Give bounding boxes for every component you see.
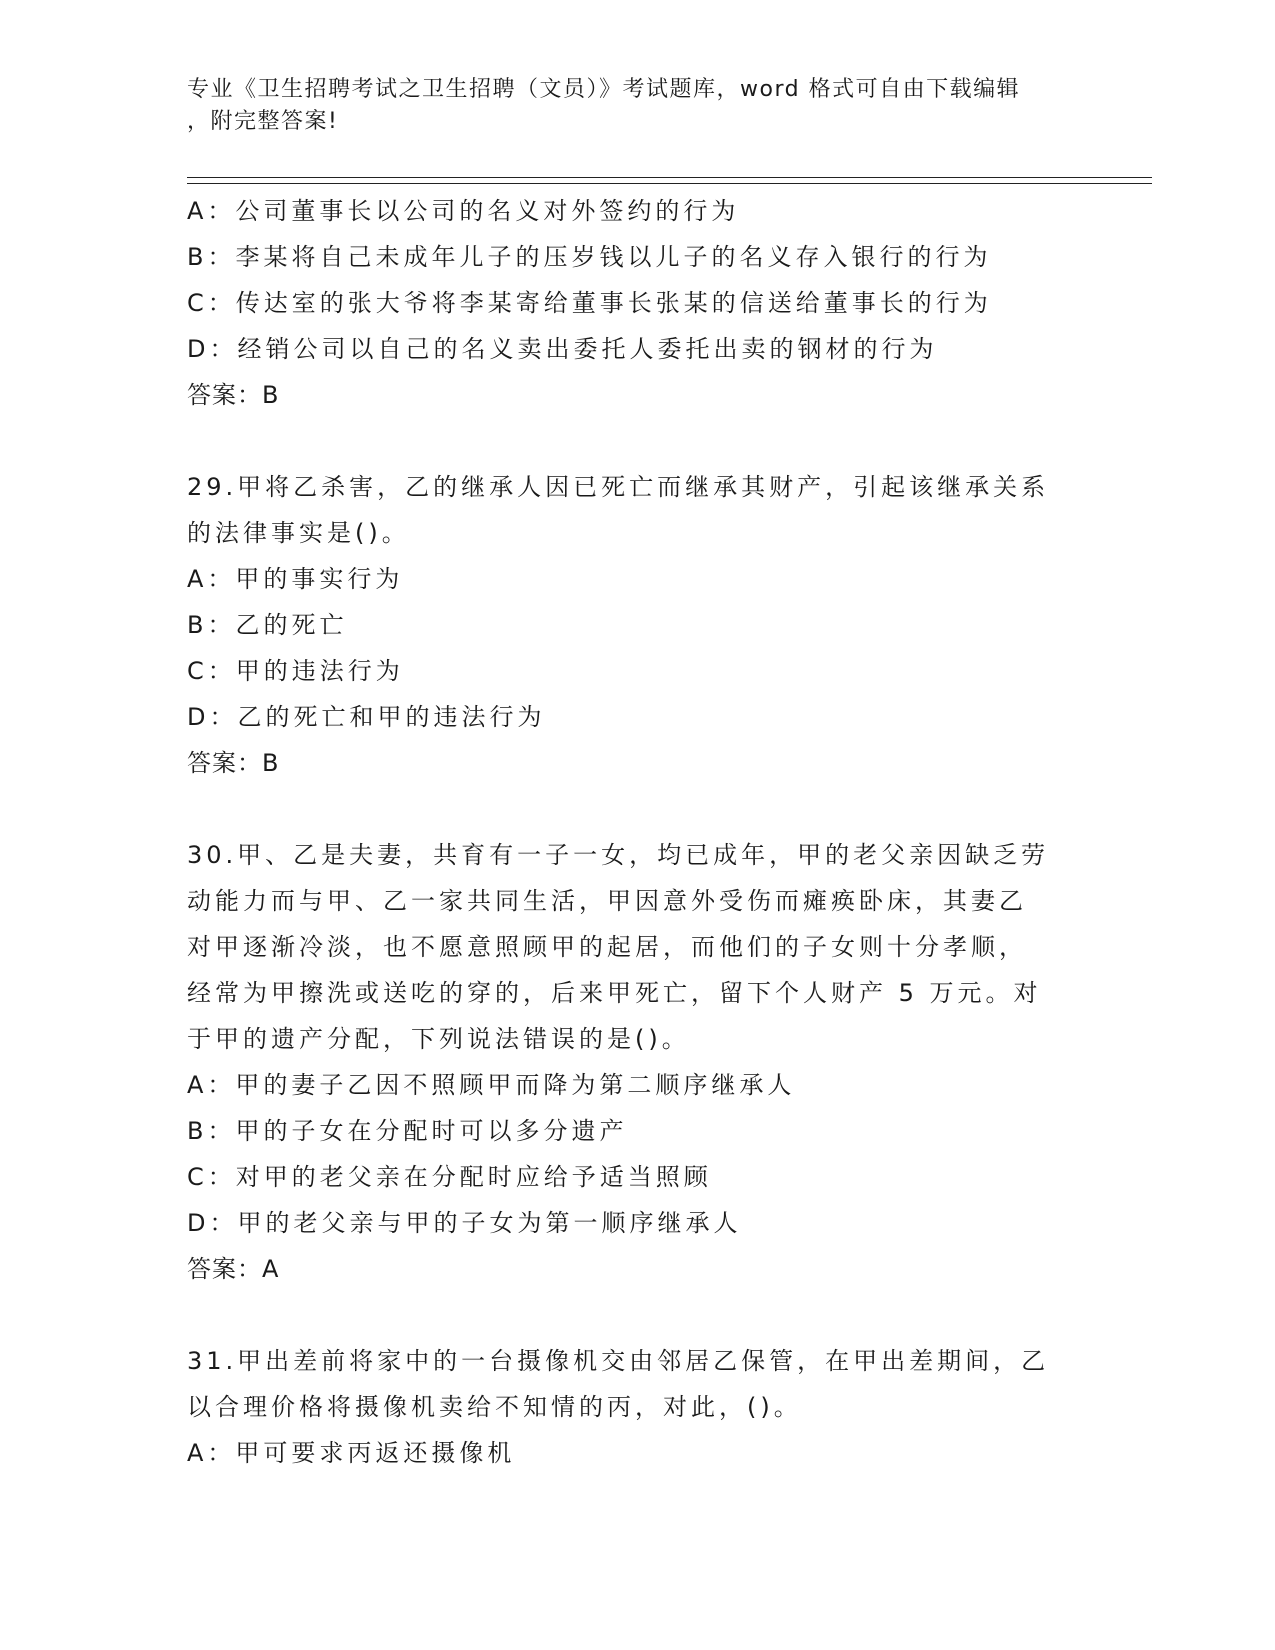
question-list (187, 188, 1087, 1476)
header-line-2: ，附完整答案! (187, 109, 339, 134)
option-b: B：李某将自己未成年儿子的压岁钱以儿子的名义存入银行的行为 (187, 243, 992, 271)
spacer (187, 786, 1087, 832)
question-29 (187, 464, 1087, 786)
option-b: B：乙的死亡 (187, 611, 348, 639)
question-stem-line: 30.甲、乙是夫妻，共育有一子一女，均已成年，甲的老父亲因缺乏劳 (187, 841, 1050, 869)
option-c: C：甲的违法行为 (187, 657, 404, 685)
question-stem-line: 31.甲出差前将家中的一台摄像机交由邻居乙保管，在甲出差期间，乙 (187, 1347, 1050, 1375)
question-28 (187, 188, 1087, 418)
option-d: D：乙的死亡和甲的违法行为 (187, 703, 546, 731)
question-stem-line: 于甲的遗产分配，下列说法错误的是()。 (187, 1025, 690, 1053)
header-line-1: 专业《卫生招聘考试之卫生招聘（文员）》考试题库，word 格式可自由下载编辑 (187, 77, 1021, 102)
option-a: A：甲可要求丙返还摄像机 (187, 1439, 516, 1467)
question-stem-line: 动能力而与甲、乙一家共同生活，甲因意外受伤而瘫痪卧床，其妻乙 (187, 887, 1027, 915)
option-c: C：传达室的张大爷将李某寄给董事长张某的信送给董事长的行为 (187, 289, 992, 317)
question-stem-line: 对甲逐渐冷淡，也不愿意照顾甲的起居，而他们的子女则十分孝顺， (187, 933, 1027, 961)
answer: 答案：B (187, 381, 280, 409)
option-b: B：甲的子女在分配时可以多分遗产 (187, 1117, 628, 1145)
question-31 (187, 1338, 1087, 1476)
question-stem-line: 29.甲将乙杀害，乙的继承人因已死亡而继承其财产，引起该继承关系 (187, 473, 1050, 501)
question-stem-line: 的法律事实是()。 (187, 519, 410, 547)
option-a: A：甲的事实行为 (187, 565, 404, 593)
option-d: D：经销公司以自己的名义卖出委托人委托出卖的钢材的行为 (187, 335, 938, 363)
spacer (187, 418, 1087, 464)
header-rule-top (187, 177, 1152, 178)
option-a: A：甲的妻子乙因不照顾甲而降为第二顺序继承人 (187, 1071, 796, 1099)
question-stem-line: 以合理价格将摄像机卖给不知情的丙，对此，()。 (187, 1393, 802, 1421)
spacer (187, 1292, 1087, 1338)
question-30 (187, 832, 1087, 1292)
option-c: C：对甲的老父亲在分配时应给予适当照顾 (187, 1163, 712, 1191)
answer: 答案：B (187, 749, 280, 777)
option-a: A：公司董事长以公司的名义对外签约的行为 (187, 197, 740, 225)
header-rule-bottom (187, 183, 1152, 184)
option-d: D：甲的老父亲与甲的子女为第一顺序继承人 (187, 1209, 742, 1237)
question-stem-line: 经常为甲擦洗或送吃的穿的，后来甲死亡，留下个人财产 5 万元。对 (187, 979, 1042, 1007)
answer: 答案：A (187, 1255, 280, 1283)
document-header (187, 74, 1067, 138)
